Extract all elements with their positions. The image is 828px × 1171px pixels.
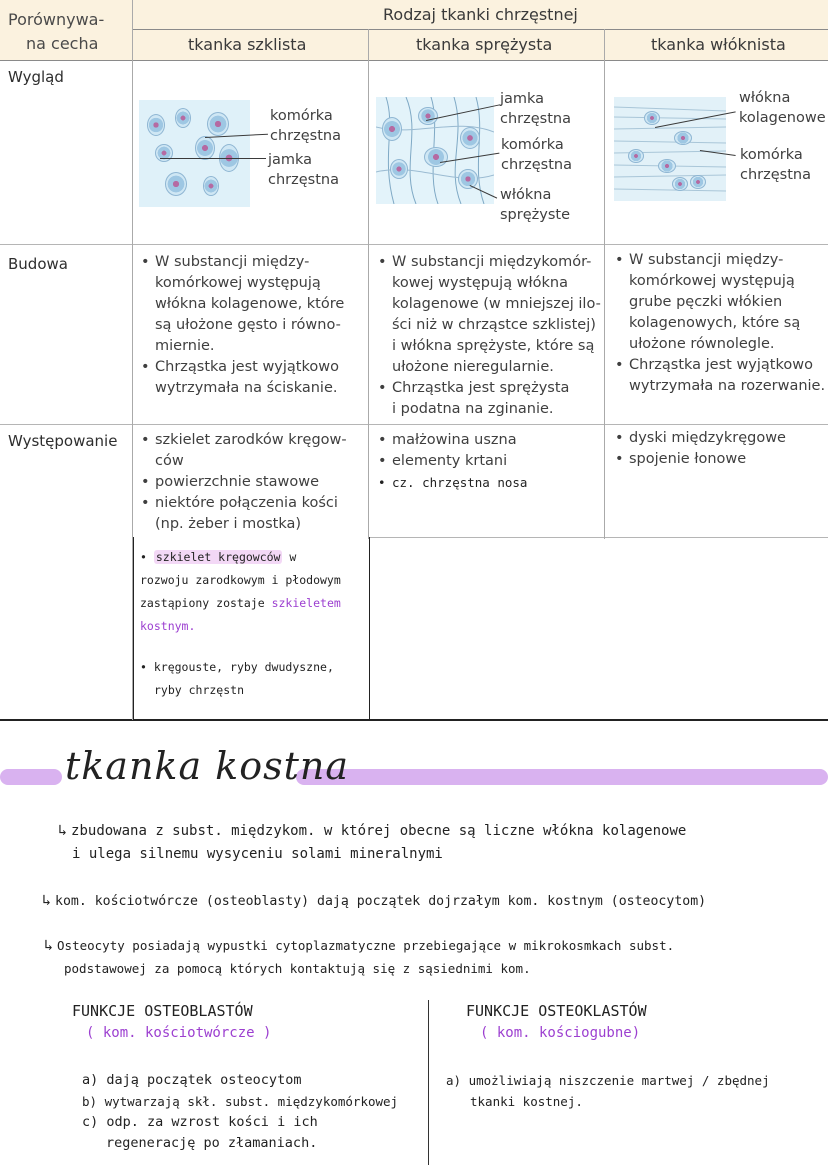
column-header-fibrous: tkanka włóknista bbox=[651, 35, 786, 54]
occurrence-elastic bbox=[378, 430, 603, 493]
group-header: Rodzaj tkanki chrzęstnej bbox=[383, 5, 578, 24]
leader-line bbox=[160, 158, 266, 159]
arrow-icon: ↳ bbox=[44, 936, 54, 954]
list-item: • Chrząstka jest wyjątkowo wytrzymała na ściskanie. bbox=[141, 357, 366, 399]
note-point-2: ↳ kom. kościotwórcze (osteoblasty) dają początek dojrzałym kom. kostnym (osteocytom) bbox=[42, 891, 707, 909]
column-divider-3 bbox=[604, 29, 605, 539]
label-fibrous-fibers: włókna kolagenowe bbox=[739, 90, 826, 126]
column-header-elastic: tkanka sprężysta bbox=[416, 35, 553, 54]
list-item: • niektóre połączenia kości (np. żeber i mostka) bbox=[141, 493, 366, 535]
arrow-icon: ↳ bbox=[42, 891, 52, 909]
table-bottom-border bbox=[0, 719, 828, 721]
osteoblast-functions-subtitle: ( kom. kościotwórcze ) bbox=[86, 1025, 272, 1041]
header-divider bbox=[132, 29, 828, 30]
corner-header: Porównywa- na cecha bbox=[8, 10, 105, 53]
occurrence-hyaline bbox=[141, 430, 366, 535]
handwritten-note-vertebrates: • szkielet kręgowców w rozwoju zarodkowym i płodowym zastąpiony zostaje szkieletem kostnym. • kręgouste, ryby dwudyszne, ryby chrzęstn bbox=[140, 550, 341, 697]
note-point-3: ↳ Osteocyty posiadają wypustki cytoplazmatyczne przebiegające w mikrokosmkach subst. podstawowej za pomocą których kontaktują się z sąsiednimi kom. bbox=[44, 936, 675, 976]
structure-elastic bbox=[378, 252, 603, 420]
list-item: • dyski międzykręgowe bbox=[615, 428, 828, 449]
row-divider-occurrence bbox=[370, 537, 828, 538]
list-item-handwritten: • cz. chrzęstna nosa bbox=[378, 472, 603, 493]
column-divider-2 bbox=[368, 29, 369, 539]
list-item: • W substancji międzykomór- kowej występują włókna kolagenowe (w mniejszej ilo- ści niż w chrząstce szklistej) i włókna sprężyste, które są ułożone nieregularnie. bbox=[378, 252, 603, 378]
label-elastic-cell: komórka chrzęstna bbox=[501, 137, 572, 173]
osteoblast-functions-list bbox=[82, 1070, 398, 1154]
title-bar-right bbox=[296, 769, 828, 785]
row-divider-header bbox=[0, 60, 828, 61]
label-elastic-lacuna: jamka chrzęstna bbox=[500, 91, 571, 127]
list-item: • małżowina uszna bbox=[378, 430, 603, 451]
handwritten-box-right bbox=[369, 537, 370, 720]
arrow-icon: ↳ bbox=[58, 821, 68, 839]
collagen-fibers-drawing bbox=[614, 97, 726, 201]
list-item: • spojenie łonowe bbox=[615, 449, 828, 470]
fibrous-cartilage-illustration bbox=[614, 97, 726, 201]
osteoclast-functions-title: FUNKCJE OSTEOKLASTÓW bbox=[466, 1002, 647, 1020]
row-label-appearance: Wygląd bbox=[8, 68, 64, 86]
list-item: • W substancji między- komórkowej występują włókna kolagenowe, które są ułożone gęsto i równo- miernie. bbox=[141, 252, 366, 357]
title-bar-left bbox=[0, 769, 62, 785]
list-item: • powierzchnie stawowe bbox=[141, 472, 366, 493]
list-item: c) odp. za wzrost kości i ich bbox=[82, 1114, 318, 1130]
occurrence-fibrous bbox=[615, 428, 828, 470]
notes-title: tkanka kostna bbox=[65, 744, 349, 788]
label-hyaline-lacuna: jamka chrzęstna bbox=[268, 152, 339, 188]
list-item: tkanki kostnej. bbox=[470, 1094, 583, 1109]
hyaline-cartilage-illustration bbox=[139, 100, 250, 207]
row-divider-appearance bbox=[0, 244, 828, 245]
row-divider-structure bbox=[0, 424, 828, 425]
handwritten-box-left bbox=[133, 537, 134, 720]
row-label-structure: Budowa bbox=[8, 255, 68, 273]
note-point-1: ↳ zbudowana z subst. międzykom. w której obecne są liczne włókna kolagenowe i ulega silnemu wysyceniu solami mineralnymi bbox=[58, 821, 687, 862]
list-item: regenerację po złamaniach. bbox=[106, 1135, 318, 1151]
label-fibrous-cell: komórka chrzęstna bbox=[740, 147, 811, 183]
list-item: a) umożliwiają niszczenie martwej / zbędnej bbox=[446, 1073, 770, 1088]
list-item: • Chrząstka jest sprężysta i podatna na zginanie. bbox=[378, 378, 603, 420]
label-hyaline-cell: komórka chrzęstna bbox=[270, 108, 341, 144]
osteoblast-functions-title: FUNKCJE OSTEOBLASTÓW bbox=[72, 1002, 253, 1020]
osteoclast-functions-list bbox=[446, 1070, 770, 1112]
list-item: • Chrząstka jest wyjątkowo wytrzymała na rozerwanie. bbox=[615, 355, 828, 397]
row-label-occurrence: Występowanie bbox=[8, 432, 118, 450]
column-header-hyaline: tkanka szklista bbox=[188, 35, 307, 54]
list-item: a) dają początek osteocytom bbox=[82, 1072, 302, 1088]
list-item: • szkielet zarodków kręgow- ców bbox=[141, 430, 366, 472]
structure-fibrous bbox=[615, 250, 828, 397]
functions-divider bbox=[428, 1000, 429, 1165]
osteoclast-functions-subtitle: ( kom. kościogubne) bbox=[480, 1025, 641, 1041]
structure-hyaline bbox=[141, 252, 366, 399]
list-item: • elementy krtani bbox=[378, 451, 603, 472]
list-item: • W substancji między- komórkowej występują grube pęczki włókien kolagenowych, które są ułożone równolegle. bbox=[615, 250, 828, 355]
list-item: b) wytwarzają skł. subst. międzykomórkowej bbox=[82, 1094, 399, 1109]
label-elastic-fibers: włókna sprężyste bbox=[500, 187, 570, 223]
